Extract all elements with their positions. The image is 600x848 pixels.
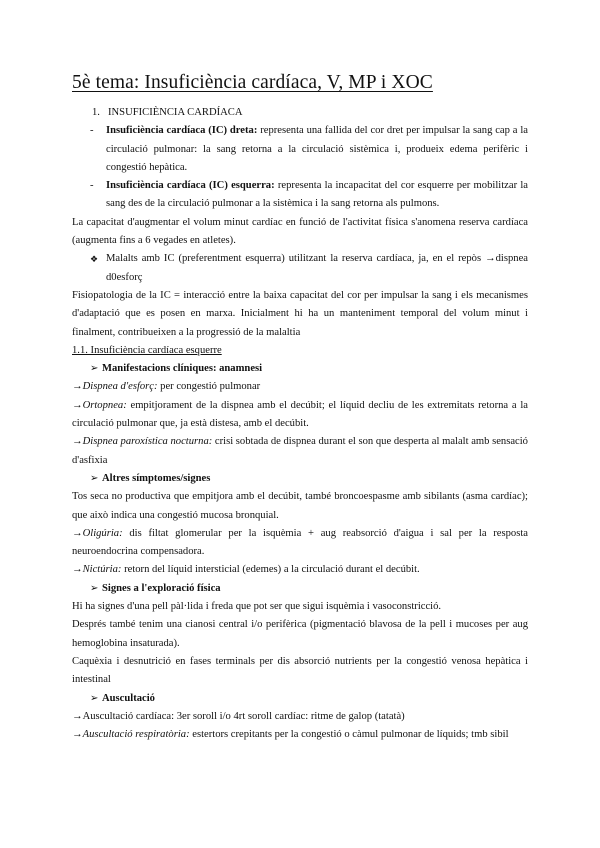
term: Nictúria: [82, 564, 122, 576]
arrowhead-bullet-icon: ➢ [90, 472, 99, 484]
text-ic-dreta: representa una fallida del cor dret per impulsar la sang cap a la circulació pulmonar: la sang retorna a la circulació sistèmica i, produeix edema perifèric i congestió hepàtica. [106, 125, 528, 173]
text: crisi sobtada de dispnea durant el son que desperta al malalt amb sensació d'asfixia [72, 436, 528, 466]
arrow-icon: → [72, 436, 83, 448]
paragraph-fisiopatologia: Fisiopatologia de la IC = interacció entre la baixa capacitat del cor per impulsar la sang i els mecanismes d'adaptació que es posen en marxa. Inicialment hi ha un manteniment temporal del volum minut i finalment, contribueixen a la progressió de la malaltia [72, 289, 528, 338]
section-label: INSUFICIÈNCIA CARDÍACA [108, 107, 243, 118]
diamond-bullet-icon: ❖ [90, 254, 99, 265]
term: Auscultació respiratòria: [82, 729, 190, 741]
item-dispnea-esforc [72, 378, 528, 396]
heading-text: Altres símptomes/signes [102, 472, 211, 484]
text-ic-esquerra: representa la incapacitat del cor esquerre per mobilitzar la sang des de la circulació pulmonar a la sistèmica i la sang retorna als pulmons. [106, 180, 528, 210]
subsection-heading: 1.1. Insuficiència cardíaca esquerre [72, 344, 222, 356]
paragraph-signes-1: Hi ha signes d'una pell pàl·lida i freda que pot ser que sigui isquèmia i vasoconstricció. [72, 601, 442, 613]
term: Dispnea d'esforç: [82, 381, 158, 393]
heading-text: Auscultació [102, 692, 155, 704]
arrowhead-bullet-icon: ➢ [90, 692, 99, 704]
arrow-icon: → [72, 729, 83, 741]
text: retorn del líquid intersticial (edemes) a la circulació durant el decúbit. [121, 564, 420, 576]
heading-text: Signes a l'exploració física [102, 582, 221, 594]
text-malalts: Malalts amb IC (preferentment esquerra) utilitzant la reserva cardíaca, ja, en el repòs →dispnea d0esforç [106, 253, 528, 283]
heading-auscultacio [72, 690, 528, 708]
text: empitjorament de la dispnea amb el decúbit; el líquid decliu de les extremitats retorna a la circulació pulmonar que, ja està distesa, amb el decúbit. [72, 399, 528, 430]
heading-signes [72, 580, 528, 598]
list-item-malalts [72, 250, 528, 287]
paragraph-signes-2: Després també tenim una cianosi central i/o perifèrica (pigmentació blavosa de la pell i mucoses per aug hemoglobina insaturada). [72, 619, 528, 649]
section-number: 1. [92, 107, 100, 118]
term: Dispnea paroxística nocturna: [82, 436, 213, 448]
item-nicturia [72, 561, 528, 579]
dash-marker: - [90, 180, 94, 192]
page-title: 5è tema: Insuficiència cardíaca, V, MP i XOC [72, 72, 433, 93]
arrowhead-bullet-icon: ➢ [90, 363, 99, 375]
text: dis filtat glomerular per la isquèmia + aug reabsorció d'aigua i sal per la resposta neuroendocrina compensadora. [72, 527, 528, 558]
arrow-icon: → [72, 399, 83, 411]
arrow-icon: → [72, 381, 83, 393]
term-ic-dreta: Insuficiència cardíaca (IC) dreta: [106, 125, 258, 137]
item-oliguria [72, 525, 528, 562]
item-ortopnea [72, 397, 528, 434]
term: Ortopnea: [82, 399, 127, 411]
arrow-icon: → [72, 564, 83, 576]
section-heading [72, 104, 528, 122]
dash-marker: - [90, 125, 94, 137]
arrow-icon: → [72, 527, 83, 539]
arrowhead-bullet-icon: ➢ [90, 582, 99, 594]
list-item-ic-esquerra [72, 177, 528, 214]
text: per congestió pulmonar [157, 381, 261, 393]
paragraph-reserva: La capacitat d'augmentar el volum minut cardíac en funció de l'activitat física s'anomena reserva cardíaca (augmenta fins a 6 vegades en atletes). [72, 216, 528, 247]
text: estertors crepitants per la congestió o càmul pulmonar de líquids; tmb sibil [189, 729, 509, 741]
paragraph-tos: Tos seca no productiva que empitjora amb el decúbit, també broncoespasme amb sibilants (asma cardíac); que això indica una congestió mucosa bronquial. [72, 491, 528, 521]
item-auscultacio-cardiaca: →Auscultació cardíaca: 3er soroll i/o 4rt soroll cardíac: ritme de galop (tatatà) [72, 710, 405, 722]
paragraph-caquexia: Caquèxia i desnutrició en fases terminals per dis absorció nutrients per la congestió venosa hepàtica i intestinal [72, 655, 528, 686]
heading-text: Manifestacions clíniques: anamnesi [102, 363, 263, 375]
item-auscultacio-respiratoria [72, 726, 528, 744]
list-item-ic-dreta [72, 122, 528, 177]
item-dispnea-nocturna [72, 433, 528, 470]
heading-manifestacions [72, 360, 528, 378]
term-ic-esquerra: Insuficiència cardíaca (IC) esquerra: [106, 180, 275, 192]
term: Oligúria: [82, 527, 123, 539]
heading-altres [72, 470, 528, 488]
